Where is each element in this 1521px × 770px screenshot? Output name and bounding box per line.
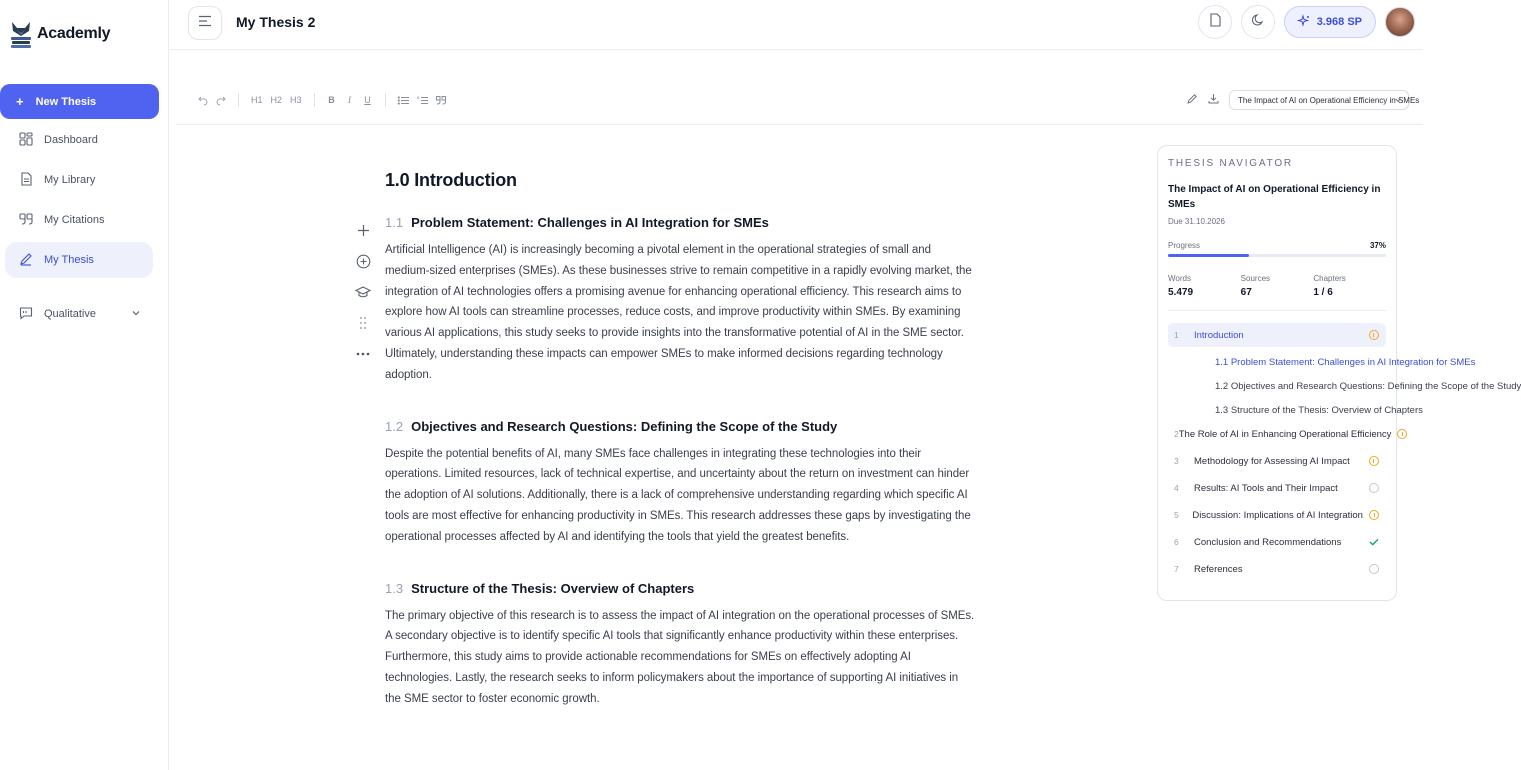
credits-button[interactable] (1284, 6, 1376, 38)
section-heading (385, 419, 975, 434)
heading-3-button[interactable]: H3 (290, 95, 302, 105)
sidebar-item-my-citations[interactable] (5, 202, 153, 238)
sidebar-item-label: My Citations (44, 214, 105, 226)
editor-content[interactable] (385, 170, 975, 743)
not-started-status-icon (1368, 482, 1380, 494)
chapter-title: Methodology for Assessing AI Impact (1194, 455, 1350, 467)
italic-button[interactable]: I (348, 95, 352, 105)
chapter-title: The Role of AI in Enhancing Operational Efficiency (1178, 428, 1392, 440)
top-bar (170, 0, 1423, 50)
chapter-item-3[interactable] (1168, 449, 1386, 473)
heading-2-button[interactable]: H2 (270, 95, 283, 105)
navigator-heading: THESIS NAVIGATOR (1168, 158, 1293, 169)
sidebar-item-my-library[interactable] (5, 162, 153, 198)
new-thesis-button[interactable] (0, 84, 159, 119)
dashboard-icon (19, 132, 33, 149)
menu-icon (198, 14, 212, 32)
block-gutter (353, 220, 373, 375)
brand-logo[interactable] (9, 20, 110, 48)
add-circle-icon[interactable] (353, 251, 373, 271)
stat-chapters (1313, 274, 1386, 298)
sparkles-icon (1298, 15, 1310, 30)
editor-toolbar (176, 78, 1423, 125)
chapter-number: 2 (1174, 429, 1179, 439)
bullet-list-icon[interactable] (398, 96, 409, 105)
sidebar-item-label: Dashboard (44, 134, 98, 146)
section-title: Problem Statement: Challenges in AI Integration for SMEs (411, 215, 769, 230)
stat-value: 67 (1240, 287, 1252, 298)
document-select[interactable] (1229, 90, 1420, 110)
avatar[interactable] (1385, 7, 1415, 37)
chapter-title: Conclusion and Recommendations (1194, 536, 1342, 548)
credits-value: 3.968 SP (1316, 16, 1362, 28)
file-icon (1208, 13, 1222, 32)
check-icon (1368, 536, 1380, 548)
section-heading (385, 581, 975, 596)
due-date: Due 31.10.2026 (1168, 217, 1225, 226)
sidebar-item-dashboard[interactable] (5, 122, 153, 158)
chapter-number: 4 (1174, 483, 1179, 493)
chapter-number: 1 (1174, 330, 1179, 340)
moon-icon (1251, 13, 1265, 32)
chevron-down-icon[interactable] (131, 308, 141, 321)
subsection-title: 1.3 Structure of the Thesis: Overview of Chapters (1215, 404, 1423, 416)
download-icon[interactable] (1208, 91, 1219, 109)
stat-label: Sources (1240, 274, 1271, 283)
stat-label: Chapters (1313, 274, 1346, 283)
subsection-item-1-1[interactable] (1168, 350, 1476, 374)
stat-value: 1 / 6 (1313, 287, 1333, 298)
section-paragraph[interactable]: Despite the potential benefits of AI, many SMEs face challenges in integrating these technologies into their operations. Limited resources, lack of technical expertise, and uncertainty about the return on investment can hinder the adoption of AI solutions. Additionally, there is a lack of comprehensive understanding regarding which specific AI tools are most effective for enhancing productivity in SMEs. This research addresses these gaps by investigating the operational processes affected by AI and identifying the tools that yield the greatest benefits. (385, 447, 971, 543)
section-number: 1.3 (385, 580, 404, 596)
drag-handle-icon[interactable] (353, 313, 373, 333)
sidebar-item-my-thesis[interactable] (5, 242, 153, 278)
sidebar (0, 0, 169, 770)
in-progress-status-icon (1368, 329, 1380, 341)
subsection-item-1-2[interactable] (1168, 374, 1521, 398)
more-icon[interactable] (353, 344, 373, 364)
chevron-down-icon (1394, 96, 1402, 104)
chapter-item-5[interactable] (1168, 503, 1386, 527)
thesis-stats (1168, 274, 1386, 311)
section-paragraph[interactable]: The primary objective of this research is to assess the impact of AI integration on the operational processes of SMEs. A secondary objective is to identify specific AI tools that significantly enhance productivity within these enterprises. Furthermore, this study aims to provide actionable recommendations for SMEs on effectively adopting AI technologies. Lastly, the research seeks to inform policymakers about the importance of supporting AI initiatives in the SME sector to foster economic growth. (385, 609, 975, 705)
subsection-title: 1.2 Objectives and Research Questions: Defining the Scope of the Study (1215, 380, 1521, 392)
in-progress-status-icon (1368, 455, 1380, 467)
chapter-list (1168, 323, 1521, 581)
dark-mode-button[interactable] (1241, 5, 1275, 39)
redo-icon[interactable] (216, 95, 226, 105)
subsection-item-1-3[interactable] (1168, 398, 1423, 422)
chapter-number: 6 (1174, 537, 1179, 547)
toolbar-right (1187, 90, 1420, 110)
toggle-sidebar-button[interactable] (188, 6, 222, 40)
graduation-cap-icon[interactable] (353, 282, 373, 302)
sidebar-item-qualitative[interactable] (5, 296, 153, 332)
fox-books-logo-icon (9, 20, 33, 48)
progress-label: Progress (1168, 241, 1201, 250)
progress-bar-fill (1168, 254, 1249, 257)
section-title: Structure of the Thesis: Overview of Chapters (411, 580, 695, 596)
numbered-list-icon[interactable] (417, 96, 428, 105)
edit-icon[interactable] (1187, 91, 1198, 109)
in-progress-status-icon (1369, 509, 1380, 521)
stat-value: 5.479 (1168, 287, 1194, 298)
plus-icon[interactable] (353, 220, 373, 240)
thesis-title: The Impact of AI on Operational Efficiency in SMEs (1168, 184, 1381, 210)
chapter-title: References (1194, 563, 1243, 575)
section-number: 1.2 (385, 418, 404, 434)
section-1-3 (385, 581, 975, 710)
brand-name: Academly (37, 25, 111, 42)
plus-icon: + (16, 94, 24, 109)
chapter-item-7[interactable] (1168, 557, 1386, 581)
chapter-number: 3 (1174, 456, 1179, 466)
document-select-value: The Impact of AI on Operational Efficiency in SMEs (1238, 95, 1420, 105)
heading-1-button[interactable]: H1 (251, 95, 263, 105)
underline-button[interactable]: U (364, 95, 371, 105)
pen-icon (19, 252, 33, 269)
chapter-number: 7 (1174, 564, 1179, 574)
thesis-navigator (1157, 145, 1521, 601)
chapter-title: Discussion: Implications of AI Integration (1192, 509, 1363, 521)
section-1-1 (385, 215, 975, 386)
formatting-tools (198, 93, 446, 107)
sidebar-item-label: My Library (44, 174, 96, 186)
section-1-2 (385, 419, 975, 548)
not-started-status-icon (1368, 563, 1380, 575)
document-icon (19, 172, 33, 189)
quote-icon (19, 212, 33, 229)
document-button[interactable] (1198, 5, 1232, 39)
chapter-title: Results: AI Tools and Their Impact (1194, 482, 1338, 494)
quote-icon[interactable] (436, 96, 446, 105)
page-title: My Thesis 2 (236, 14, 316, 30)
section-number: 1.1 (385, 215, 404, 230)
chapter-title: Introduction (1194, 329, 1244, 341)
progress-bar (1168, 254, 1386, 257)
undo-icon[interactable] (198, 95, 208, 105)
sidebar-item-label: Qualitative (44, 308, 96, 320)
chapter-number: 5 (1174, 510, 1179, 520)
chapter-item-6[interactable] (1168, 530, 1386, 554)
stat-label: Words (1168, 274, 1191, 283)
section-title: Objectives and Research Questions: Defining the Scope of the Study (411, 418, 838, 434)
bold-button[interactable]: B (328, 95, 335, 105)
chat-icon (19, 306, 33, 323)
sidebar-nav (5, 122, 153, 336)
stat-words (1168, 274, 1241, 298)
in-progress-status-icon (1397, 428, 1407, 440)
chapter-item-1[interactable] (1168, 323, 1386, 347)
progress-row (1168, 241, 1386, 250)
stat-sources (1241, 274, 1314, 298)
chapter-heading: 1.0 Introduction (385, 170, 517, 190)
chapter-item-2[interactable] (1168, 422, 1392, 446)
progress-value: 37% (1369, 241, 1386, 250)
subsection-title: 1.1 Problem Statement: Challenges in AI Integration for SMEs (1215, 356, 1476, 368)
section-heading (385, 215, 975, 230)
header-actions (1198, 5, 1415, 39)
section-paragraph[interactable]: Artificial Intelligence (AI) is increasingly becoming a pivotal element in the operational strategies of small and medium-sized enterprises (SMEs). As these businesses strive to remain competitive in a rapidly evolving market, the integration of AI technologies offers a promising avenue for enhancing operational efficiency. This research aims to explore how AI tools can streamline processes, reduce costs, and improve productivity within SMEs. By examining various AI applications, this study seeks to provide insights into the transformative potential of AI in the SME sector. Ultimately, understanding these impacts can empower SMEs to make informed decisions regarding technology adoption. (385, 244, 972, 381)
new-thesis-label: New Thesis (35, 95, 97, 108)
sidebar-item-label: My Thesis (44, 254, 94, 266)
chapter-item-4[interactable] (1168, 476, 1386, 500)
